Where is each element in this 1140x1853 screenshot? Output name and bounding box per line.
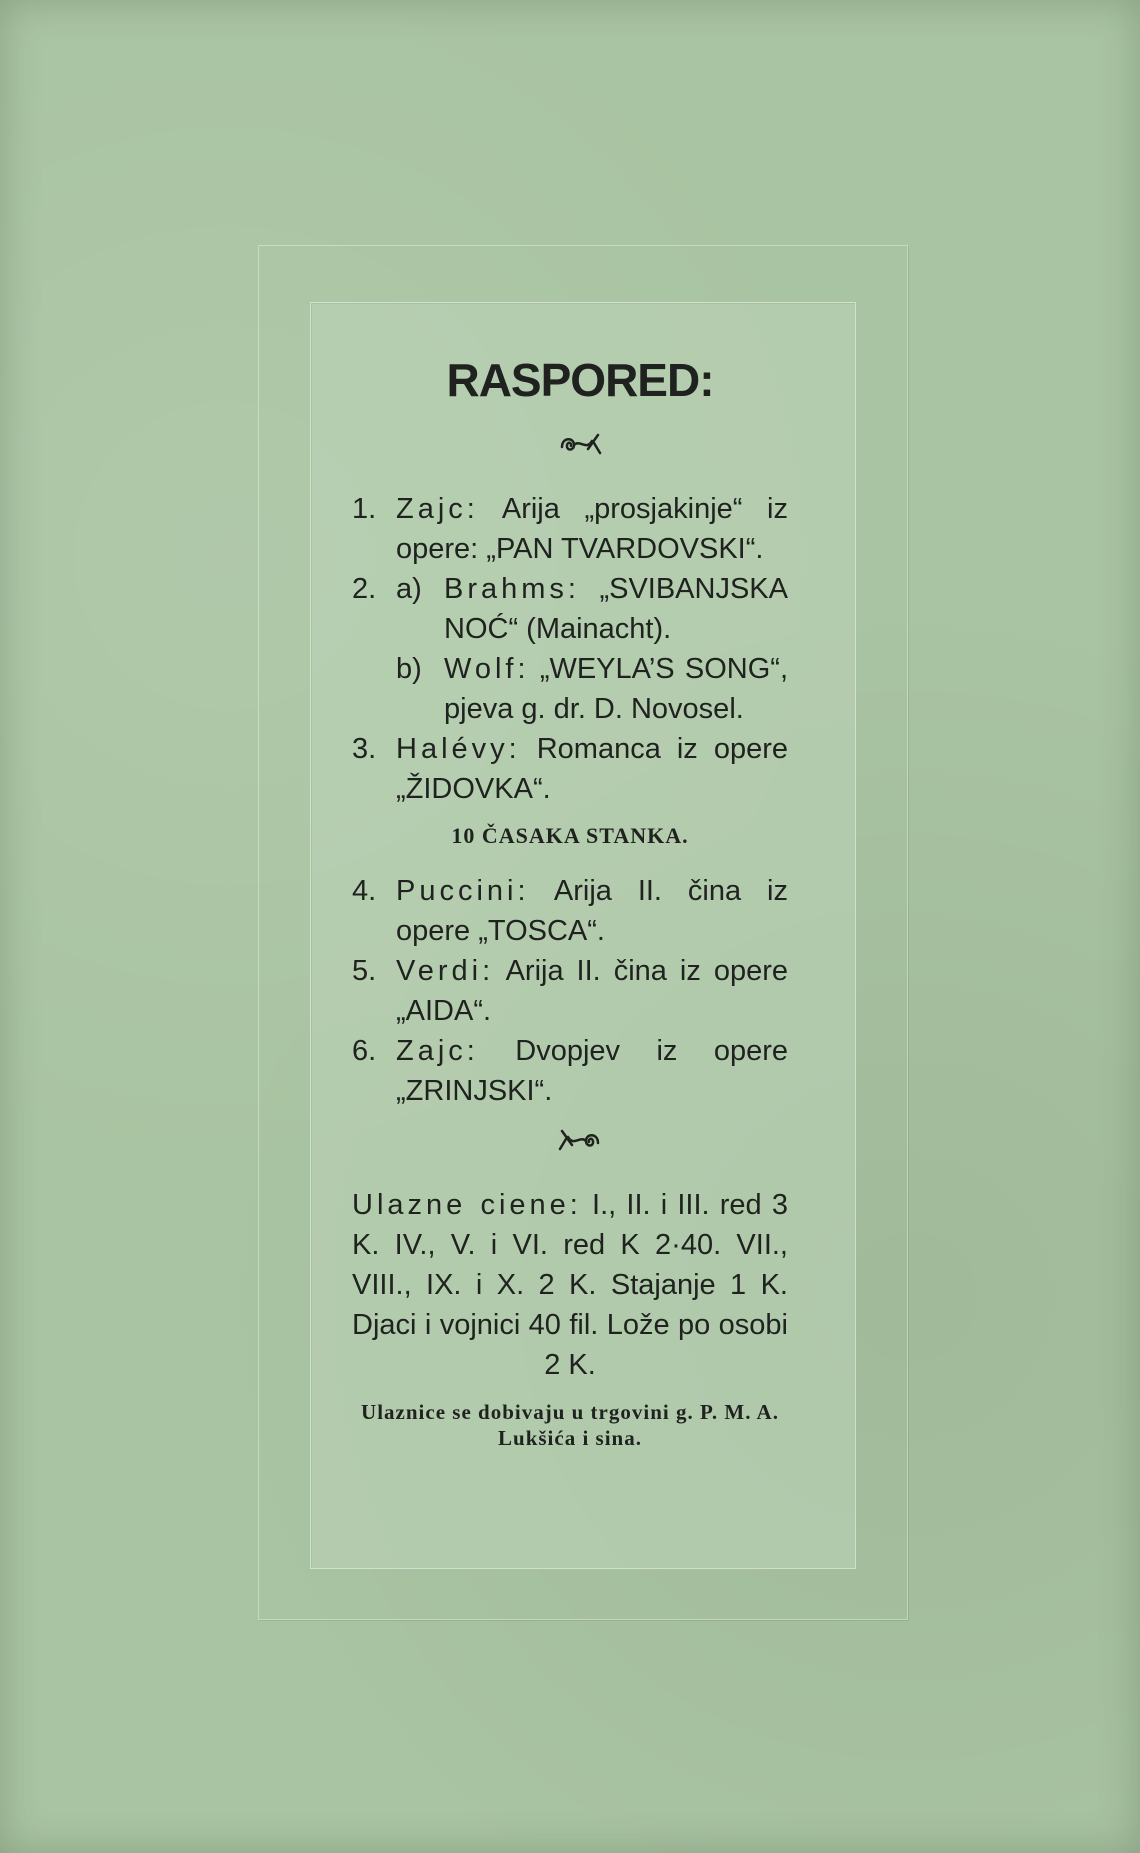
composer: Zajc: [396,1035,479,1067]
piece: Arija II. čina iz opere „AIDA“. [396,955,788,1027]
program-item-5 [352,951,788,1031]
item-text [396,489,788,569]
intermission-note: 10 ČASAKA STANKA. [451,823,689,848]
ticket-prices [352,1185,788,1385]
composer: Verdi: [396,955,495,987]
scroll-ornament-top-icon [372,429,788,469]
ticket-sales-note: Ulaznice se dobivaju u trgovini g. P. M. A. Lukšića i sina. [361,1400,779,1450]
item-text [396,729,788,809]
item-number: 1. [352,493,377,525]
program-item-2 [352,569,788,729]
piece: „WEYLA’S SONG“, pjeva g. dr. D. Novosel. [444,653,788,725]
program-content [352,345,788,1451]
sub-label: b) [396,653,422,685]
item-subs [396,569,788,729]
item-number: 6. [352,1035,377,1067]
scroll-ornament-bottom-icon [372,1125,788,1165]
prices-label: Ulazne ciene: [352,1189,582,1221]
program-subitem-b [396,649,788,729]
item-number: 2. [352,573,377,605]
composer: Zajc: [396,493,479,525]
composer: Brahms: [444,573,580,605]
program-item-1 [352,489,788,569]
program-item-6 [352,1031,788,1111]
program-list [352,489,788,809]
item-text [396,1031,788,1111]
program-item-4 [352,871,788,951]
program-list-2 [352,871,788,1111]
composer: Halévy: [396,733,521,765]
prices-text: I., II. i III. red 3 K. IV., V. i VI. red K 2·40. VII., VIII., IX. i X. 2 K. Stajanje 1 K. Djaci i vojnici 40 fil. Lože po osobi 2 K. [352,1189,788,1381]
page-title: RASPORED: [446,354,714,406]
item-text [444,569,788,649]
piece: „SVIBANJSKA NOĆ“ (Mainacht). [444,573,788,645]
program-subitem-a [396,569,788,649]
piece: Arija „prosjakinje“ iz opere: „PAN TVARDOVSKI“. [396,493,788,565]
piece: Dvopjev iz opere „ZRINJSKI“. [396,1035,788,1107]
program-item-3 [352,729,788,809]
item-number: 3. [352,733,377,765]
piece: Romanca iz opere „ŽIDOVKA“. [396,733,789,805]
composer: Wolf: [444,653,530,685]
sub-label: a) [396,573,422,605]
item-text [396,871,788,951]
item-text [396,951,788,1031]
item-number: 5. [352,955,377,987]
item-text [444,649,788,729]
item-number: 4. [352,875,377,907]
composer: Puccini: [396,875,530,907]
piece: Arija II. čina iz opere „TOSCA“. [396,875,788,947]
